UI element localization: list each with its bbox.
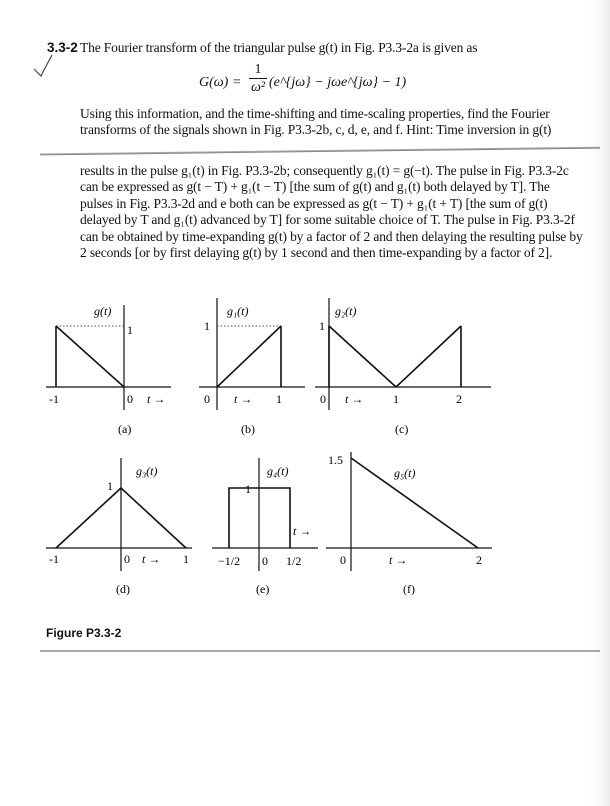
equation-frac-den: ω²: [250, 80, 266, 95]
func-label: g₁(t): [227, 304, 249, 318]
y-tick-label: 1: [107, 479, 113, 493]
x-tick-label: 0: [320, 392, 326, 406]
figure-panel-c: [315, 295, 495, 435]
panel-caption: (e): [256, 582, 270, 596]
x-tick-label: 0: [262, 554, 268, 568]
x-frac-neg: −1/2: [218, 554, 241, 568]
y-tick-label: 1: [127, 323, 133, 337]
x-tick-label: -1: [49, 552, 59, 566]
text-line: delayed by T and g₁(t) advanced by T] for some suitable choice of T. The pulse in Fig. P3.3-2f: [80, 212, 575, 228]
equation-frac-num: 1: [254, 62, 262, 77]
y-tick-label: 1: [245, 482, 251, 496]
panel-caption: (c): [395, 422, 409, 436]
x-tick-label: 0: [340, 553, 346, 567]
axis-label: t →: [142, 552, 161, 566]
problem-intro: The Fourier transform of the triangular pulse g(t) in Fig. P3.3-2a is given as: [80, 40, 478, 55]
axis-label: t →: [389, 553, 408, 567]
page-divider: [40, 147, 600, 156]
panel-caption: (f): [403, 582, 415, 596]
func-label: g(t): [94, 304, 112, 318]
axis-label: t →: [345, 392, 364, 406]
func-label: g₄(t): [267, 464, 289, 478]
text-line: can be obtained by time-expanding g(t) by a factor of 2 and then delaying the resulting pulse by: [80, 228, 583, 244]
equation-rhs: (e^{jω} − jωe^{jω} − 1): [269, 75, 407, 90]
text-line: results in the pulse g₁(t) in Fig. P3.3-2b; consequently g₁(t) = g(−t). The pulse in Fig. P3.3-2c: [80, 163, 569, 178]
figure-panel-d: [46, 455, 196, 595]
panel-caption: (b): [241, 422, 255, 436]
figure-panel-f: [326, 450, 496, 595]
axis-label: t →: [147, 392, 166, 406]
func-label: g₃(t): [136, 464, 158, 478]
x-tick-label: -1: [49, 392, 59, 406]
paragraph-1: [80, 106, 551, 139]
text-line: transforms of the signals shown in Fig. P3.3-2b, c, d, e, and f. Hint: Time inversion in g(t): [80, 122, 552, 138]
x-tick-label: 2: [456, 392, 462, 406]
figure-panel-a: [46, 295, 176, 435]
x-tick-label: 0: [124, 552, 130, 566]
text-line: can be expressed as g(t − T) + g₁(t − T) [the sum of g(t) and g₁(t) both delayed by T]. The: [80, 179, 550, 195]
text-line: 2 seconds [or by first delaying g(t) by 1 second and then time-expanding by a factor of 2].: [80, 245, 553, 261]
problem-number: 3.3-2: [47, 40, 78, 55]
x-tick-label: 1: [393, 392, 399, 406]
text-line: Using this information, and the time-shifting and time-scaling properties, find the Fourier: [80, 106, 550, 121]
x-tick-label: 2: [476, 553, 482, 567]
figure-name: Figure P3.3-2: [46, 626, 122, 640]
paragraph-2: [80, 163, 583, 261]
equation-lhs: G(ω) =: [199, 75, 242, 90]
x-tick-label: 0: [127, 392, 133, 406]
x-tick-label: 0: [204, 392, 210, 406]
text-line: pulses in Fig. P3.3-2d and e both can be expressed as g(t − T) + g₁(t + T) [the sum of g(t): [80, 195, 548, 211]
x-tick-label: 1: [276, 392, 282, 406]
x-tick-label: 1: [183, 552, 189, 566]
check-mark-icon: [30, 52, 58, 82]
func-label: g₂(t): [335, 304, 357, 318]
axis-label: t →: [234, 392, 253, 406]
panel-caption: (d): [116, 582, 130, 596]
axis-label: t →: [293, 524, 312, 538]
func-label: g₅(t): [394, 466, 416, 480]
bottom-divider: [40, 650, 600, 652]
figure-panel-e: [212, 455, 322, 595]
panel-caption: (a): [118, 422, 132, 436]
page-edge-shadow: [588, 0, 610, 806]
y-tick-label: 1: [319, 319, 325, 333]
y-tick-label: 1.5: [328, 453, 343, 467]
y-tick-label: 1: [204, 319, 210, 333]
figure-panel-b: [199, 295, 309, 435]
x-frac-pos: 1/2: [286, 554, 302, 568]
